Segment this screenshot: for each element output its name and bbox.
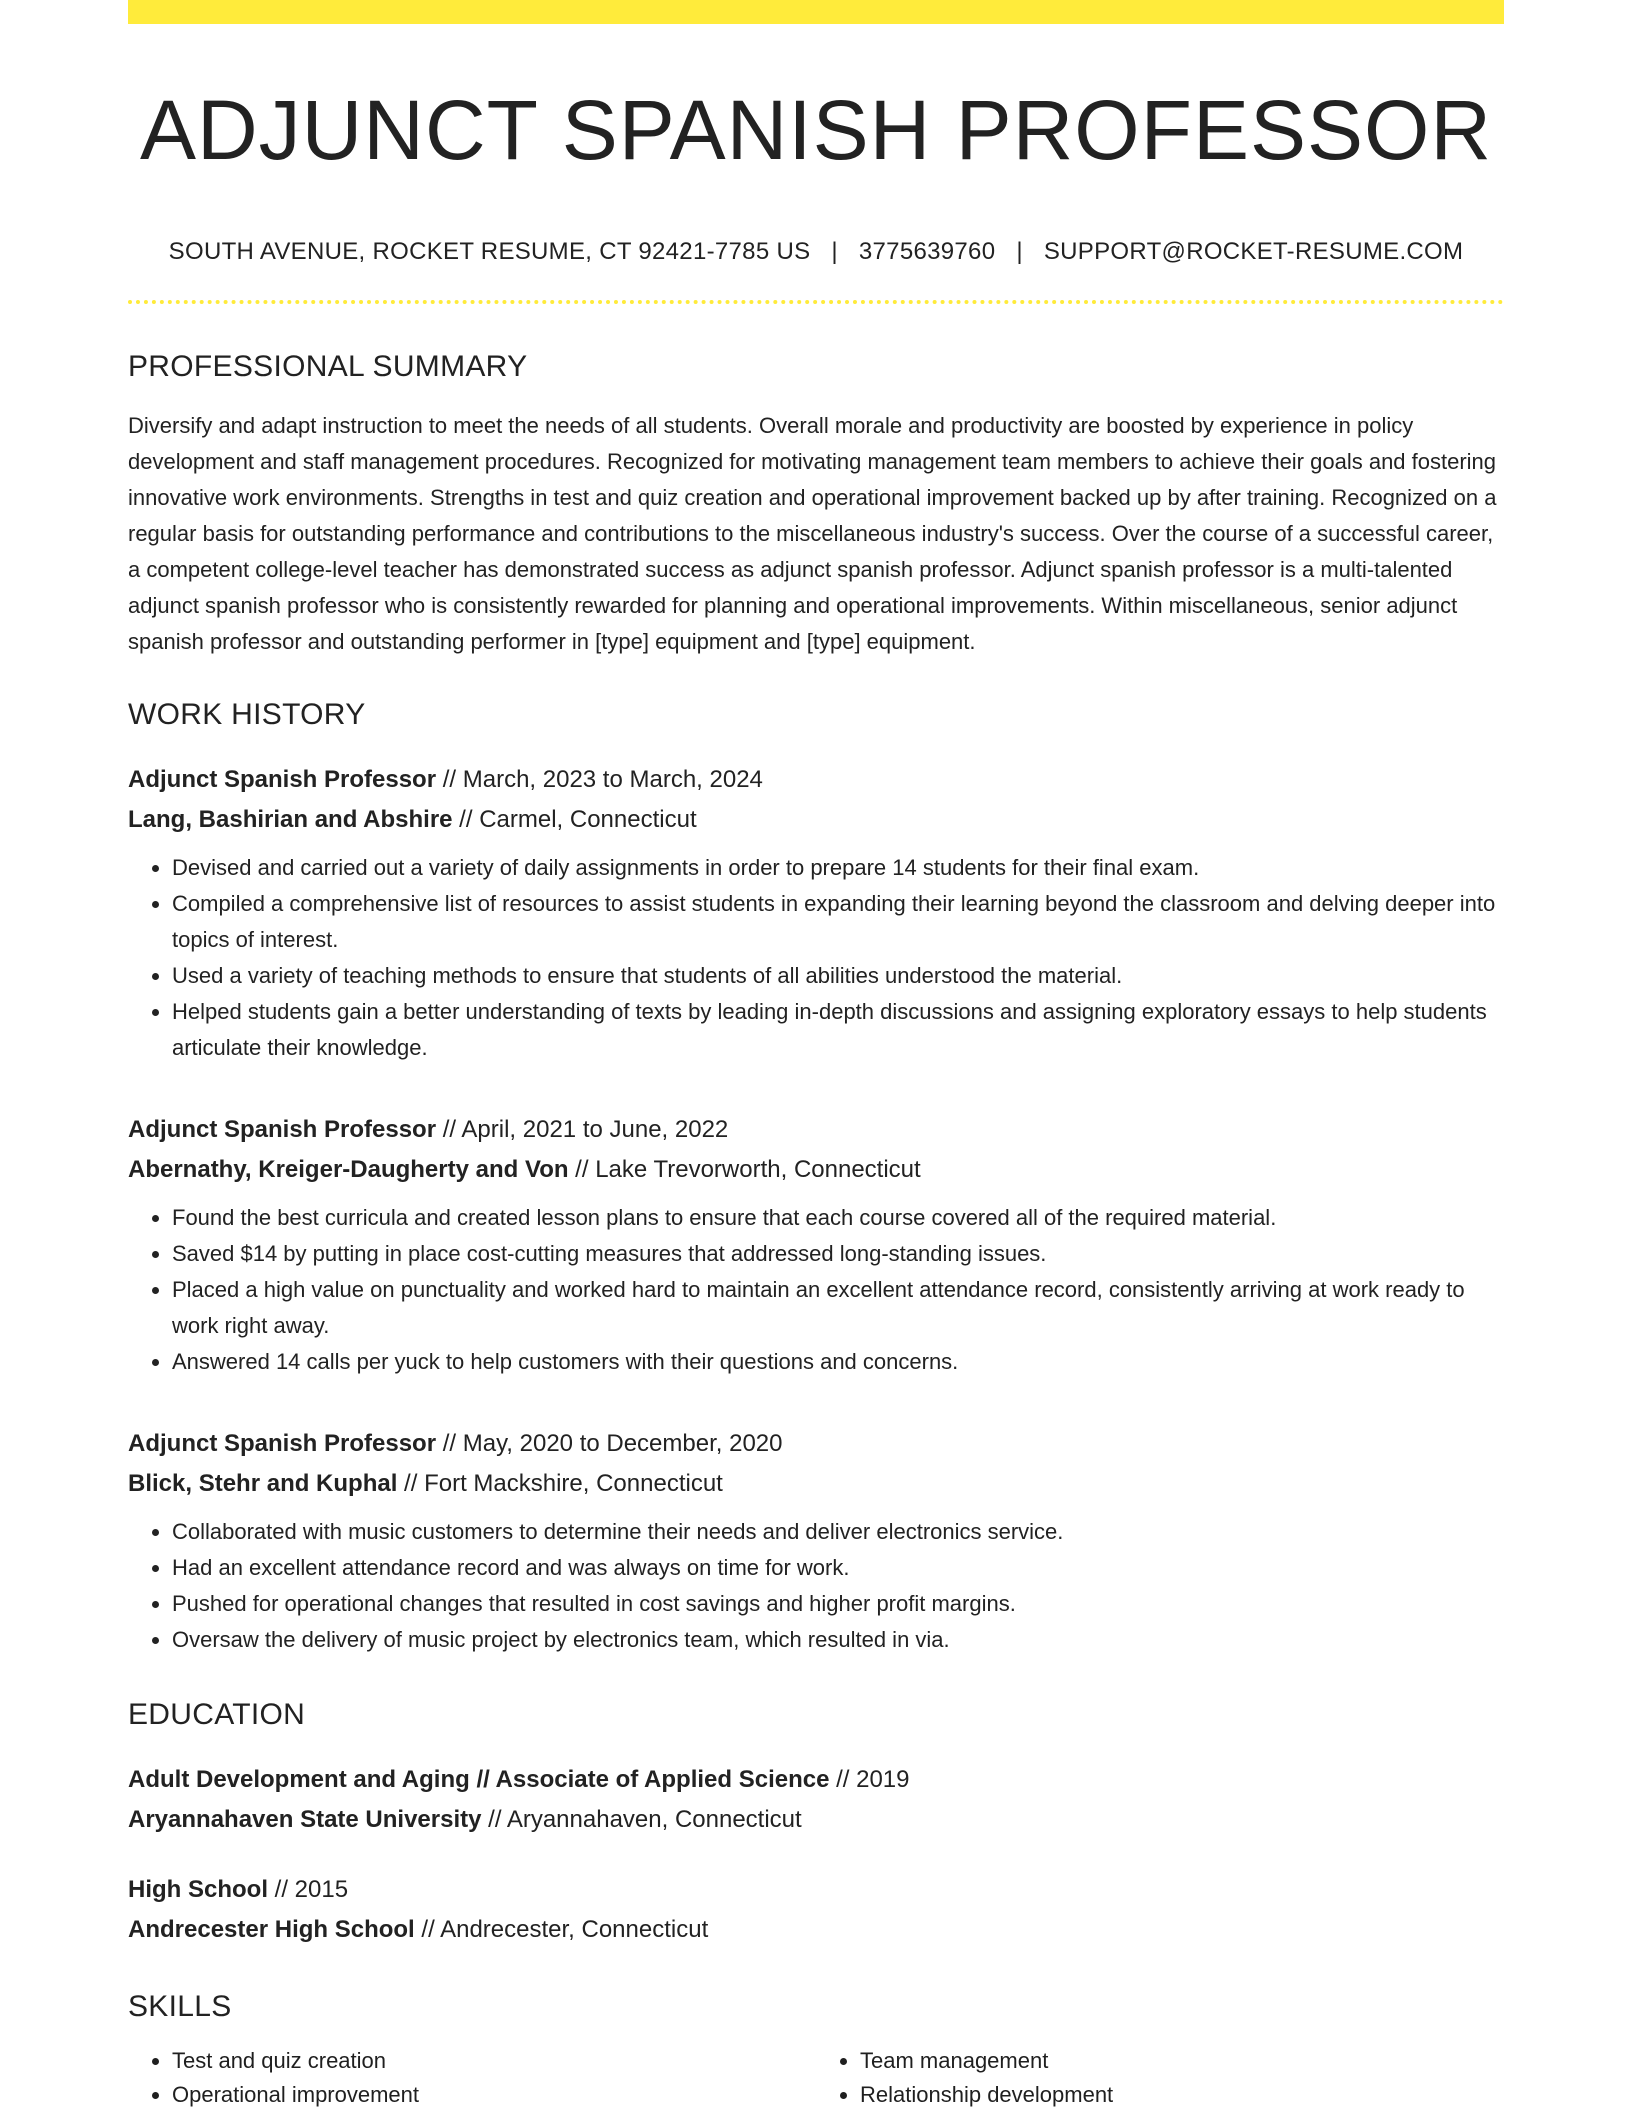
contact-separator: | — [1016, 238, 1023, 266]
education-degree-line — [128, 1870, 1504, 1910]
education-school: Andrecester High School — [128, 1916, 415, 1944]
contact-line — [128, 238, 1504, 266]
job-dates: // March, 2023 to March, 2024 — [436, 766, 763, 794]
job-bullet: • Found the best curricula and created lesson plans to ensure that each course covered all of the required material. — [172, 1200, 1504, 1236]
top-accent-bar — [128, 0, 1504, 24]
job-bullet: • Saved $14 by putting in place cost-cutting measures that addressed long-standing issues. — [172, 1236, 1504, 1272]
job-entry — [128, 1110, 1504, 1380]
job-company-line — [128, 800, 1504, 840]
education-degree: Adult Development and Aging // Associate of Applied Science — [128, 1766, 830, 1794]
skill-item: • Team management — [860, 2044, 1504, 2078]
job-bullet: • Placed a high value on punctuality and worked hard to maintain an excellent attendance record, consistently arriving at work ready to work right away. — [172, 1272, 1504, 1344]
job-location: // Fort Mackshire, Connecticut — [397, 1470, 723, 1498]
contact-email: SUPPORT@ROCKET-RESUME.COM — [1043, 238, 1464, 266]
job-bullets — [128, 850, 1504, 1066]
contact-separator: | — [831, 238, 838, 266]
education-location: // Aryannahaven, Connecticut — [481, 1806, 802, 1834]
education-entry — [128, 1760, 1504, 1840]
job-title: Adjunct Spanish Professor — [128, 766, 437, 794]
education-entry — [128, 1870, 1504, 1950]
education-school-line — [128, 1910, 1504, 1950]
summary-text: Diversify and adapt instruction to meet the needs of all students. Overall morale and productivity are boosted by experience in policy development and staff management procedures. Recognized for motivating management team members to achieve their goals and fostering innovative work environments. Strengths in test and quiz creation and operational improvement backed up by after training. Recognized on a regular basis for outstanding performance and contributions to the miscellaneous industry's success. Over the course of a successful career, a competent college-level teacher has demonstrated success as adjunct spanish professor. Adjunct spanish professor is a multi-talented adjunct spanish professor who is consistently rewarded for planning and operational improvements. Within miscellaneous, senior adjunct spanish professor and outstanding performer in [type] equipment and [type] equipment. — [128, 413, 1497, 655]
job-bullet: • Pushed for operational changes that resulted in cost savings and higher profit margins. — [172, 1586, 1504, 1622]
education-degree: High School — [128, 1876, 268, 1904]
job-bullet: • Used a variety of teaching methods to ensure that students of all abilities understood the material. — [172, 958, 1504, 994]
education-location: // Andrecester, Connecticut — [414, 1916, 709, 1944]
education-year: // 2015 — [268, 1876, 349, 1904]
summary-heading: PROFESSIONAL SUMMARY — [128, 350, 528, 384]
education-degree-line — [128, 1760, 1504, 1800]
work-history-heading: WORK HISTORY — [128, 698, 366, 732]
job-bullet: • Collaborated with music customers to determine their needs and deliver electronics service. — [172, 1514, 1504, 1550]
job-company: Abernathy, Kreiger-Daugherty and Von — [128, 1156, 569, 1184]
job-dates: // May, 2020 to December, 2020 — [436, 1430, 783, 1458]
job-bullet: • Had an excellent attendance record and was always on time for work. — [172, 1550, 1504, 1586]
job-location: // Carmel, Connecticut — [452, 806, 697, 834]
job-company: Blick, Stehr and Kuphal — [128, 1470, 398, 1498]
resume-title: ADJUNCT SPANISH PROFESSOR — [139, 83, 1493, 177]
job-title-line — [128, 1110, 1504, 1150]
dotted-divider — [128, 300, 1504, 304]
skills-heading: SKILLS — [128, 1990, 232, 2024]
education-school-line — [128, 1800, 1504, 1840]
skill-item: • Operational improvement — [172, 2078, 816, 2112]
resume-page — [128, 0, 1504, 2112]
job-company-line — [128, 1150, 1504, 1190]
education-school: Aryannahaven State University — [128, 1806, 482, 1834]
job-title-line — [128, 760, 1504, 800]
skill-item: • Relationship development — [860, 2078, 1504, 2112]
contact-phone: 3775639760 — [858, 238, 996, 266]
education-year: // 2019 — [829, 1766, 910, 1794]
job-bullets — [128, 1200, 1504, 1380]
job-bullet: • Compiled a comprehensive list of resources to assist students in expanding their learning beyond the classroom and delving deeper into topics of interest. — [172, 886, 1504, 958]
job-bullet: • Devised and carried out a variety of daily assignments in order to prepare 14 students for their final exam. — [172, 850, 1504, 886]
skills-left-list — [128, 2044, 816, 2112]
skills-right-list — [816, 2044, 1504, 2112]
job-bullets — [128, 1514, 1504, 1658]
job-title: Adjunct Spanish Professor — [128, 1430, 437, 1458]
job-company-line — [128, 1464, 1504, 1504]
job-entry — [128, 1424, 1504, 1658]
education-heading: EDUCATION — [128, 1698, 306, 1732]
job-bullet: • Answered 14 calls per yuck to help customers with their questions and concerns. — [172, 1344, 1504, 1380]
job-title: Adjunct Spanish Professor — [128, 1116, 437, 1144]
skill-item: • Test and quiz creation — [172, 2044, 816, 2078]
job-location: // Lake Trevorworth, Connecticut — [568, 1156, 921, 1184]
job-bullet: • Oversaw the delivery of music project by electronics team, which resulted in via. — [172, 1622, 1504, 1658]
job-title-line — [128, 1424, 1504, 1464]
job-company: Lang, Bashirian and Abshire — [128, 806, 453, 834]
contact-address: SOUTH AVENUE, ROCKET RESUME, CT 92421-7785 US — [168, 238, 811, 266]
job-dates: // April, 2021 to June, 2022 — [436, 1116, 729, 1144]
job-bullet: • Helped students gain a better understanding of texts by leading in-depth discussions and assigning exploratory essays to help students articulate their knowledge. — [172, 994, 1504, 1066]
job-entry — [128, 760, 1504, 1066]
skills-columns — [128, 2044, 1504, 2112]
